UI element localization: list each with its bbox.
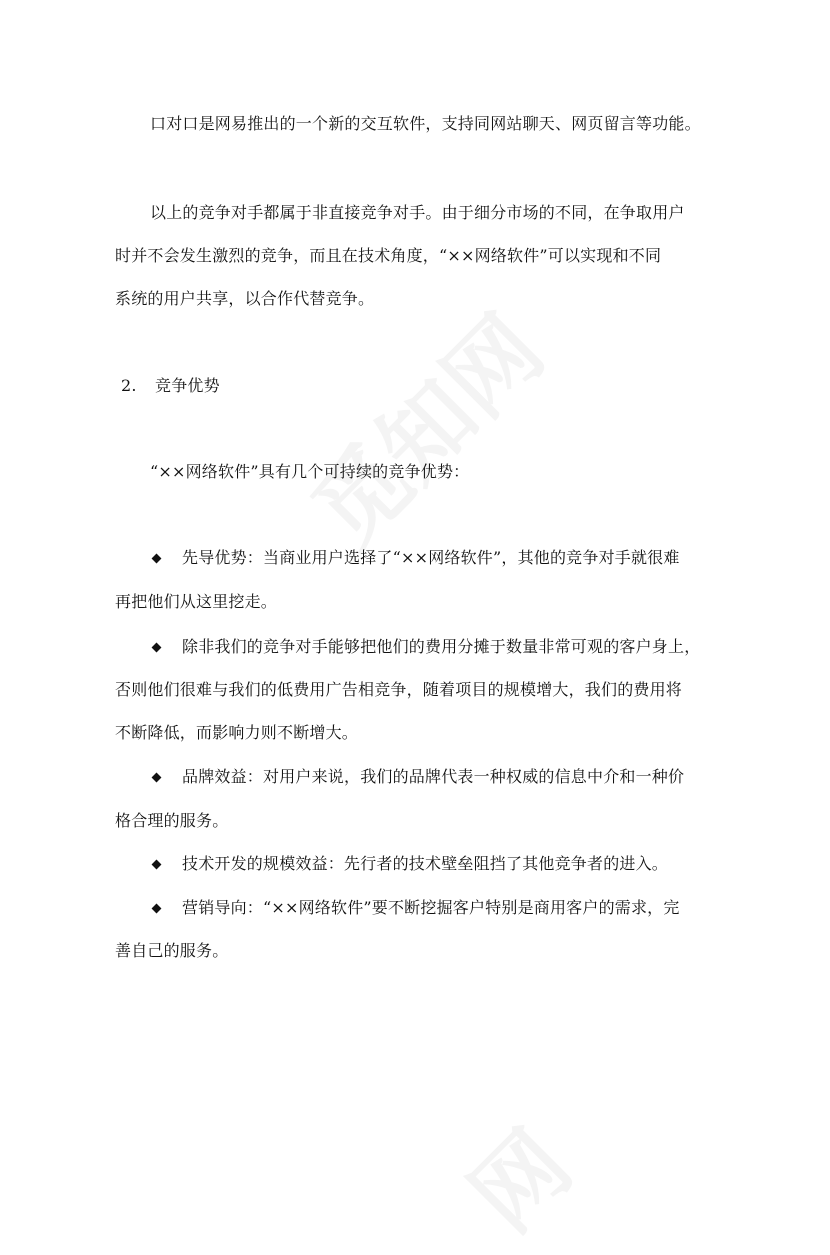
bullet-diamond-icon (152, 904, 162, 914)
bullet-1-line-1: 先导优势：当商业用户选择了“××网络软件”，其他的竞争对手就很难 (182, 548, 680, 567)
bullet-4-line-1: 技术开发的规模效益：先行者的技术壁垒阻挡了其他竞争者的进入。 (182, 854, 669, 873)
bullet-diamond-icon (152, 554, 162, 564)
bullet-2-line-1: 除非我们的竞争对手能够把他们的费用分摊于数量非常可观的客户身上， (182, 637, 701, 656)
bullet-1-line-2: 再把他们从这里挖走。 (115, 592, 278, 611)
paragraph-2-line-2: 时并不会发生激烈的竞争，而且在技术角度，“××网络软件”可以实现和不同 (115, 246, 662, 265)
bullet-3-line-1: 品牌效益：对用户来说，我们的品牌代表一种权威的信息中介和一种价 (182, 767, 685, 786)
paragraph-1: 口对口是网易推出的一个新的交互软件，支持同网站聊天、网页留言等功能。 (150, 114, 701, 133)
bullet-2-line-3: 不断降低，而影响力则不断增大。 (115, 723, 359, 742)
bullet-diamond-icon (152, 860, 162, 870)
bullet-diamond-icon (152, 643, 162, 653)
section-number: 2. (121, 376, 137, 395)
paragraph-2-line-3: 系统的用户共享，以合作代替竞争。 (115, 289, 375, 308)
watermark-bottom (437, 1097, 595, 1255)
bullet-5-line-2: 善自己的服务。 (115, 941, 229, 960)
intro-line: “××网络软件”具有几个可持续的竞争优势： (150, 462, 470, 481)
watermark (279, 282, 568, 571)
paragraph-2-line-1: 以上的竞争对手都属于非直接竞争对手。由于细分市场的不同，在争取用户 (150, 203, 685, 222)
bullet-diamond-icon (152, 773, 162, 783)
bullet-5-line-1: 营销导向：“××网络软件”要不断挖掘客户特别是商用客户的需求，完 (182, 898, 680, 917)
bullet-3-line-2: 格合理的服务。 (115, 811, 229, 830)
bullet-2-line-2: 否则他们很难与我们的低费用广告相竞争，随着项目的规模增大，我们的费用将 (115, 680, 683, 699)
section-title: 竞争优势 (155, 376, 220, 395)
